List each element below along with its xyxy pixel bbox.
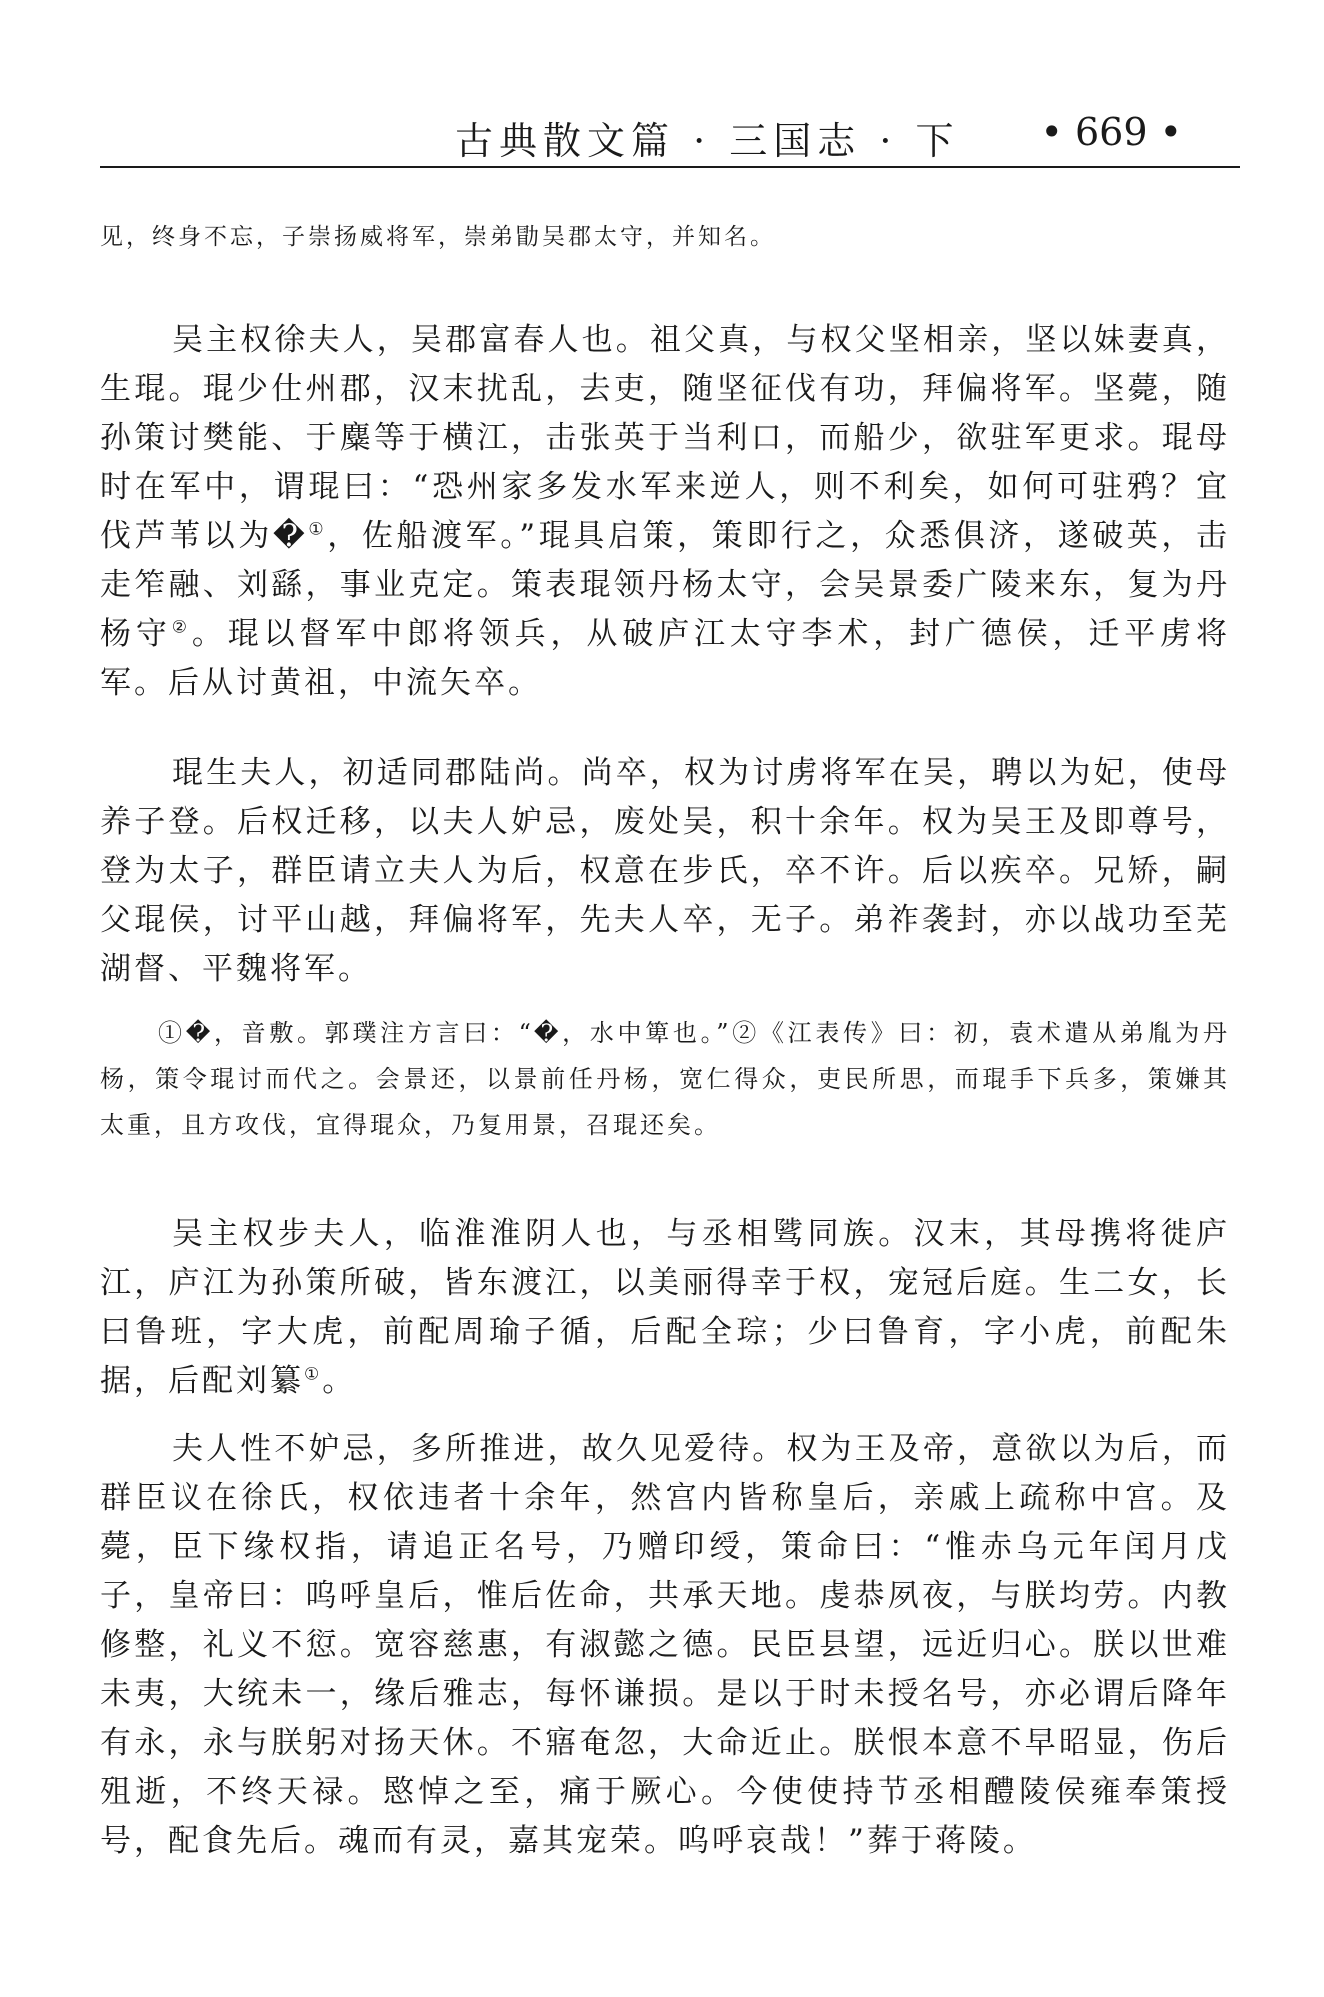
footnote-marker: ①	[304, 1364, 323, 1385]
paragraph-text: 吴主权徐夫人，吴郡富春人也。祖父真，与权父坚相亲，坚以妹妻真，生琨。琨少仕州郡，汉末扰乱，去吏，随坚征伐有功，拜偏将军。坚薨，随孙策讨樊能、于麋等于横江，击张英于当利口，而船少，欲驻军更求。琨母时在军中，谓琨曰：“恐州家多发水军来逆人，则不利矣，如何可驻鸦？宜伐芦苇以为�	[100, 322, 1230, 554]
footnote-marker: ①	[307, 519, 328, 540]
paragraph-text: 。	[322, 1363, 357, 1399]
page-header	[100, 92, 1240, 162]
page-number: • 669 •	[1040, 110, 1182, 154]
paragraph-text: 。琨以督军中郎将领兵，从破庐江太守李术，封广德侯，迁平虏将军。后从讨黄祖，中流矢卒。	[100, 616, 1231, 701]
paragraph-furen-xing: 夫人性不妒忌，多所推进，故久见爱待。权为王及帝，意欲以为后，而群臣议在徐氏，权依违者十余年，然宫内皆称皇后，亲戚上疏称中宫。及薨，臣下缘权指，请追正名号，乃赠印绶，策命曰：“惟赤乌元年闰月戊子，皇帝曰：呜呼皇后，惟后佐命，共承天地。虔恭夙夜，与朕均劳。内教修整，礼义不愆。宽容慈惠，有淑懿之德。民臣县望，远近归心。朕以世难未夷，大统未一，缘后雅志，每怀谦损。是以于时未授名号，亦必谓后降年有永，永与朕躬对扬天休。不寤奄忽，大命近止。朕恨本意不早昭显，伤后殂逝，不终天禄。愍悼之至，痛于厥心。今使使持节丞相醴陵侯雍奉策授号，配食先后。魂而有灵，嘉其宠荣。呜呼哀哉！”葬于蒋陵。	[100, 1431, 1230, 1859]
paragraph-kun-sheng-furen: 琨生夫人，初适同郡陆尚。尚卒，权为讨虏将军在吴，聘以为妃，使母养子登。后权迁移，以夫人妒忌，废处吴，积十余年。权为吴王及即尊号，登为太子，群臣请立夫人为后，权意在步氏，卒不许。后以疾卒。兄矫，嗣父琨侯，讨平山越，拜偏将军，先夫人卒，无子。弟祚袭封，亦以战功至芜湖督、平魏将军。	[100, 755, 1230, 987]
footnote-marker: ②	[171, 617, 192, 638]
running-title: 古典散文篇 · 三国志 · 下	[455, 119, 960, 163]
carry-over-note: 见，终身不忘，子崇扬威将军，崇弟勖吴郡太守，并知名。	[100, 224, 776, 250]
paragraph-text: ，佐船渡军。”琨具启策，策即行之，众悉俱济，遂破英，击走笮融、刘繇，事业克定。策表琨领丹杨太守，会吴景委广陵来东，复为丹杨守	[100, 518, 1230, 652]
footnote-block: ①�，音敷。郭璞注方言曰：“�，水中箄也。”②《江表传》曰：初，袁术遣从弟胤为丹杨，策令琨讨而代之。会景还，以景前任丹杨，宽仁得众，吏民所思，而琨手下兵多，策嫌其太重，且方攻伐，宜得琨众，乃复用景，召琨还矣。	[100, 1019, 1230, 1139]
header-rule	[100, 166, 1240, 168]
paragraph-xu-furen	[100, 316, 1230, 708]
paragraph-text: 吴主权步夫人，临淮淮阴人也，与丞相骘同族。汉末，其母携将徙庐江，庐江为孙策所破，皆东渡江，以美丽得幸于权，宠冠后庭。生二女，长曰鲁班，字大虎，前配周瑜子循，后配全琮；少曰鲁育，字小虎，前配朱据，后配刘纂	[100, 1216, 1230, 1399]
paragraph-bu-furen	[100, 1210, 1230, 1406]
